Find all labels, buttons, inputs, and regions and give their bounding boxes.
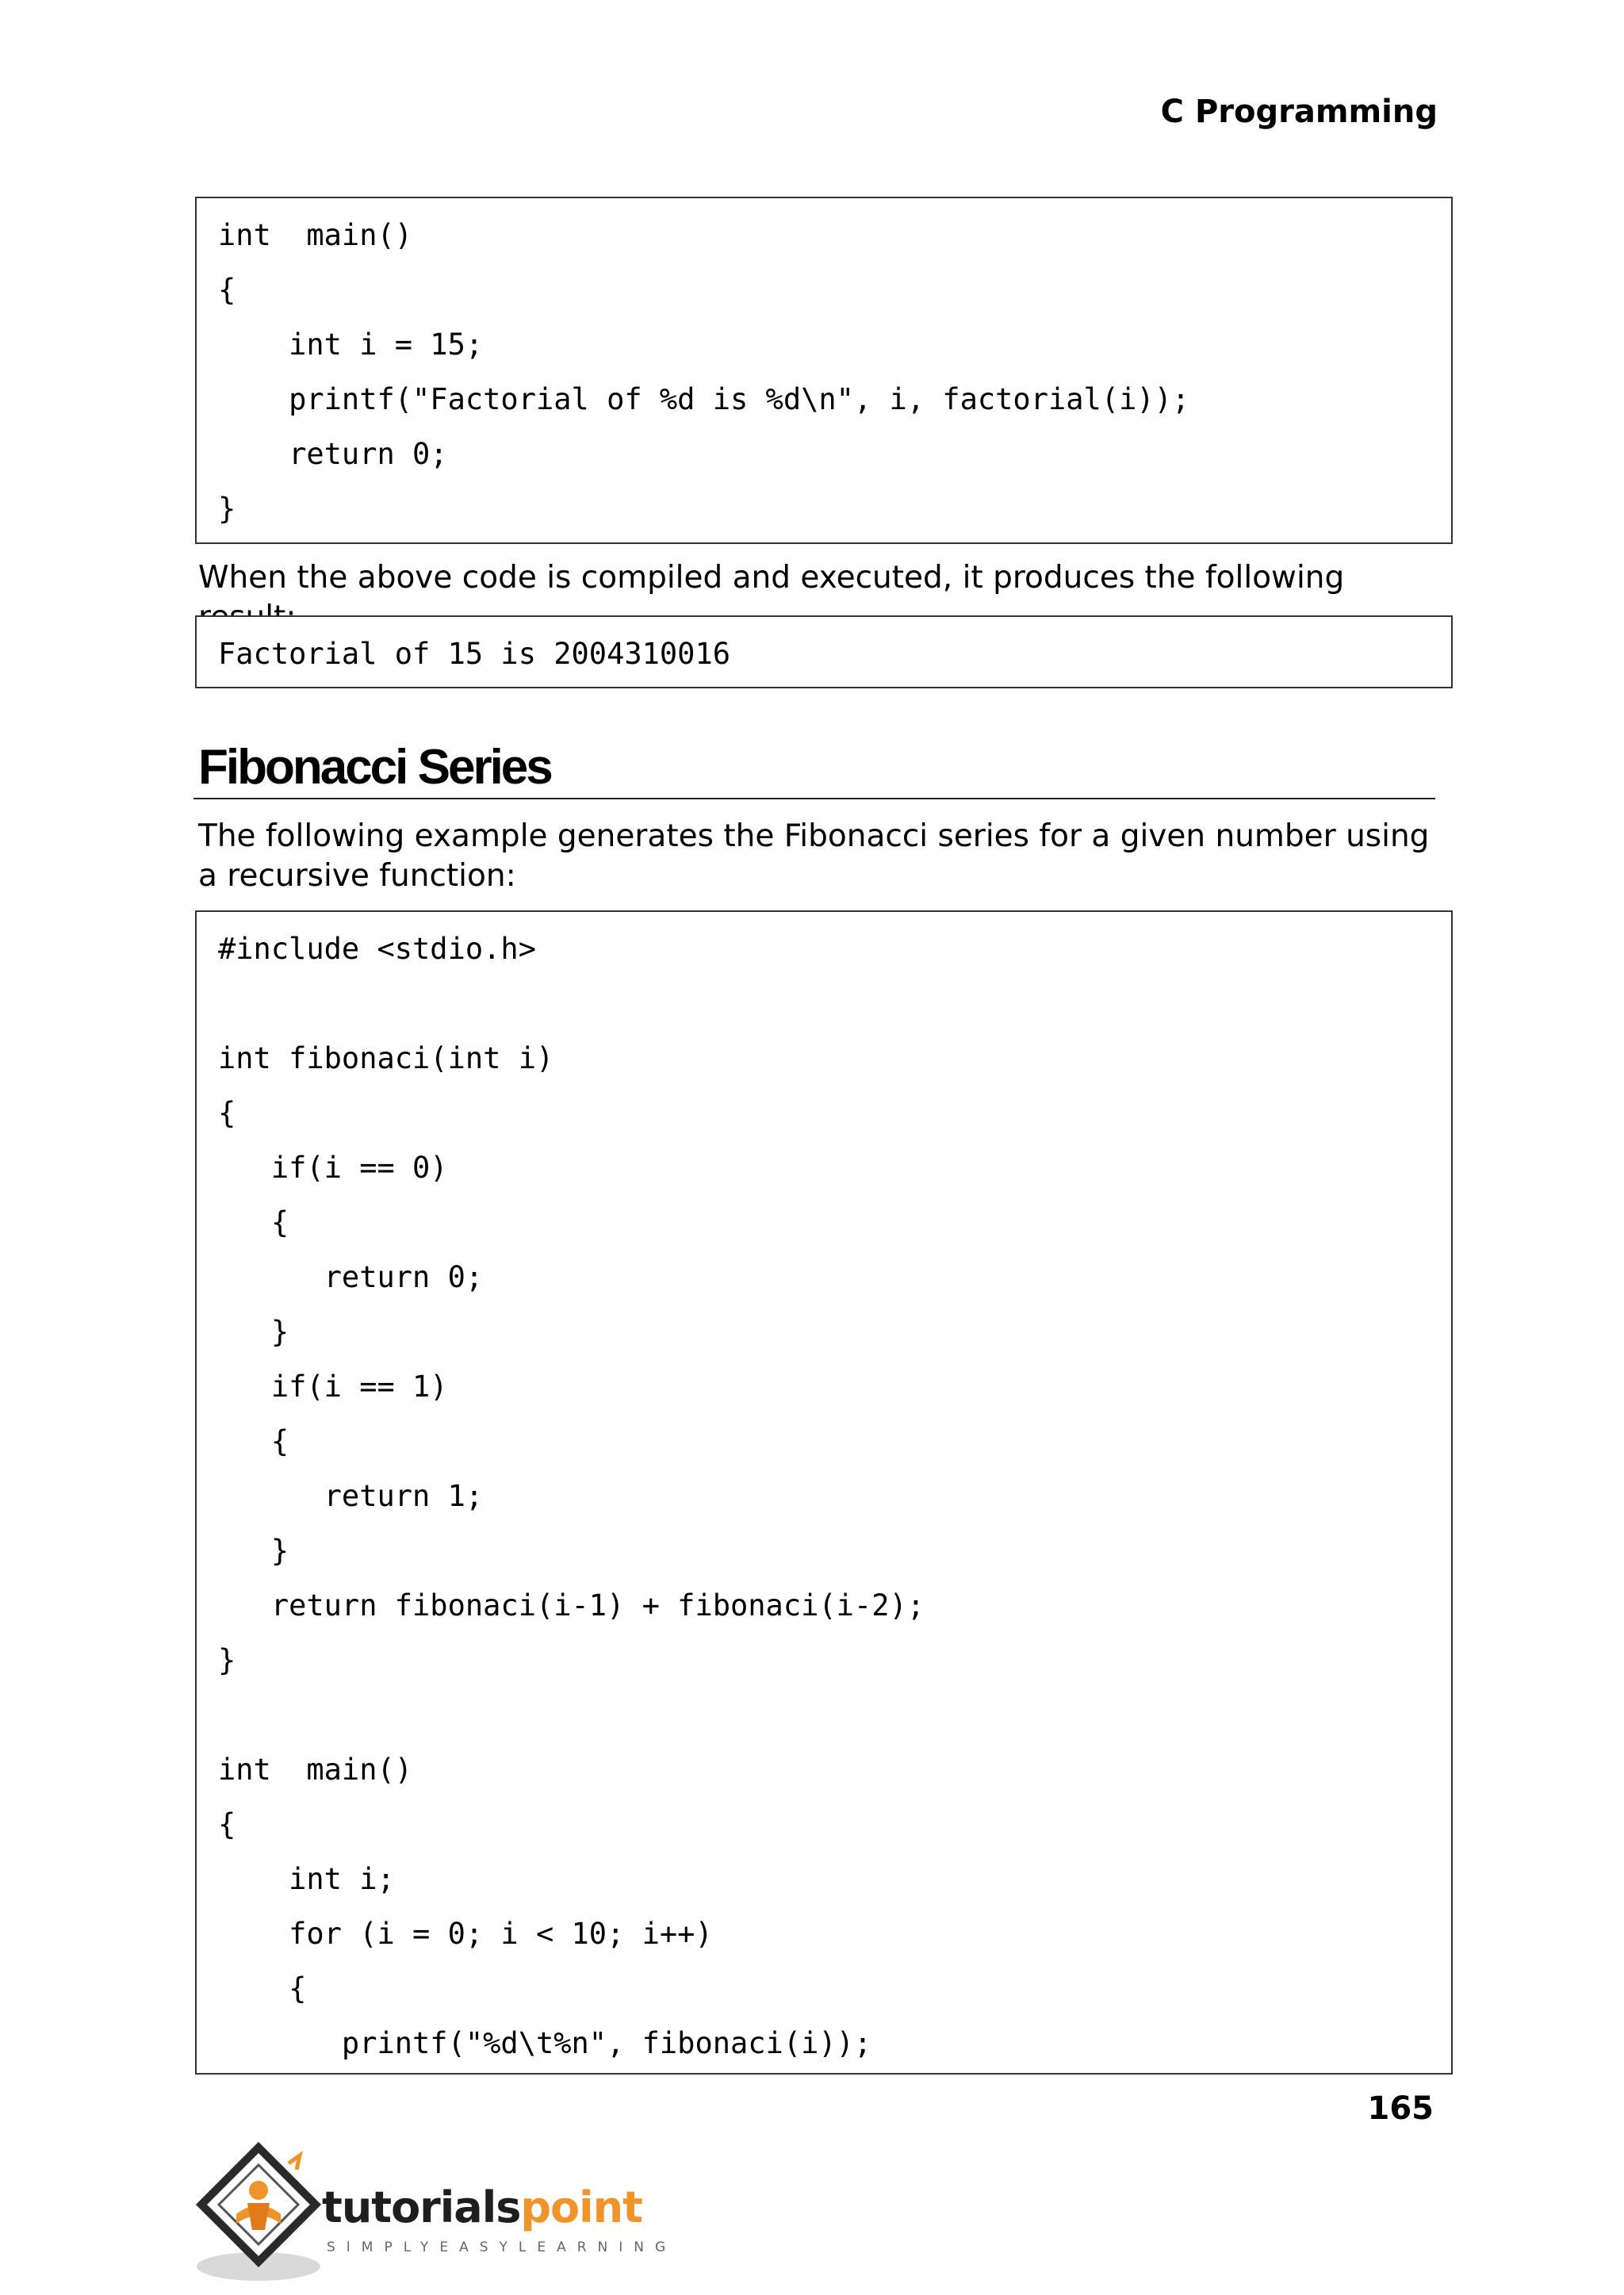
- code-line: return fibonaci(i-1) + fibonaci(i-2);: [218, 1588, 925, 1623]
- code-line: return 0;: [218, 437, 448, 471]
- code-line: }: [218, 1534, 289, 1568]
- output-line: Factorial of 15 is 2004310016: [218, 637, 731, 671]
- code-line: if(i == 1): [218, 1370, 448, 1404]
- code-block-factorial-main: [195, 197, 1453, 544]
- code-line: printf("%d\t%n", fibonaci(i));: [218, 2026, 872, 2060]
- code-line: return 0;: [218, 1260, 484, 1294]
- output-block: [195, 615, 1453, 688]
- code-line: {: [218, 1971, 307, 2006]
- logo-wordmark: [322, 2182, 642, 2232]
- code-line: {: [218, 273, 236, 307]
- code-line: int main(): [218, 1753, 413, 1787]
- code-line: }: [218, 1315, 289, 1349]
- code-line: return 1;: [218, 1479, 484, 1513]
- code-line: }: [218, 492, 236, 526]
- heading-underline: [193, 798, 1435, 799]
- code-line: {: [218, 1205, 289, 1239]
- code-line: }: [218, 1643, 236, 1677]
- result-intro-paragraph: When the above code is compiled and executed, it produces the following: [198, 560, 1345, 596]
- code-line: printf("Factorial of %d is %d\n", i, factorial(i));: [218, 382, 1190, 416]
- code-line: if(i == 0): [218, 1151, 448, 1185]
- logo-word-tutorials: tutorials: [322, 2182, 521, 2232]
- code-line: for (i = 0; i < 10; i++): [218, 1917, 713, 1951]
- running-header: C Programming: [1160, 94, 1438, 130]
- code-line: int i = 15;: [218, 328, 484, 362]
- code-line: int main(): [218, 218, 413, 252]
- code-line: int fibonaci(int i): [218, 1041, 554, 1075]
- code-line: [218, 1695, 1451, 1750]
- code-line: {: [218, 1096, 236, 1130]
- page-number: 165: [1367, 2090, 1434, 2127]
- tutorialspoint-logo: [195, 2141, 677, 2292]
- fibonacci-intro-paragraph: The following example generates the Fibonacci series for a given number using a recursive function:: [198, 818, 1430, 894]
- code-line: #include <stdio.h>: [218, 932, 536, 966]
- code-line: int i;: [218, 1862, 395, 1896]
- code-block-fibonacci: [195, 910, 1453, 2075]
- code-line: {: [218, 1807, 236, 1841]
- section-heading: Fibonacci Series: [198, 740, 551, 795]
- code-line: {: [218, 1424, 289, 1458]
- code-line: [218, 984, 1451, 1039]
- logo-word-point: point: [520, 2182, 642, 2232]
- logo-tagline: SIMPLYEASYLEARNING: [327, 2239, 677, 2255]
- logo-diamond-icon: [195, 2141, 330, 2292]
